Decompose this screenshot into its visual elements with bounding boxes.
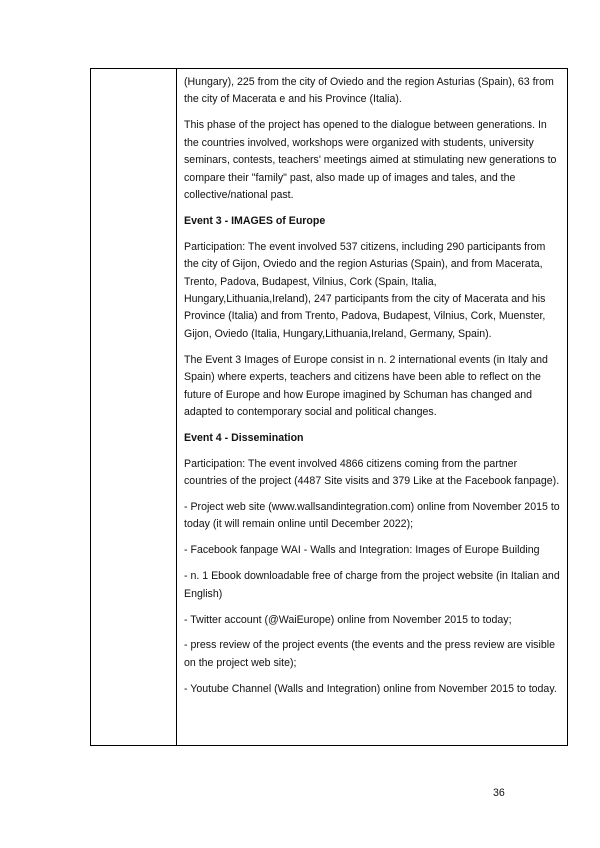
list-item-youtube-channel: - Youtube Channel (Walls and Integration) online from November 2015 to today. <box>184 682 557 695</box>
content-table <box>90 68 568 746</box>
heading-event-4: Event 4 - Dissemination <box>184 431 304 444</box>
page-number: 36 <box>493 787 505 799</box>
paragraph-event-3-description: The Event 3 Images of Europe consist in n. 2 international events (in Italy and Spain) where experts, teachers and citizens have been able to reflect on the future of Europe and how Europe imagined by Schuman has changed and adapted to contemporary social and political changes. <box>184 353 548 418</box>
list-item-press-review: - press review of the project events (the events and the press review are visible on the project web site); <box>184 639 555 669</box>
list-item-project-website: - Project web site (www.wallsandintegration.com) online from November 2015 to today (it will remain online until December 2022); <box>184 501 560 531</box>
list-item-ebook: - n. 1 Ebook downloadable free of charge from the project website (in Italian and English) <box>184 570 560 600</box>
paragraph-participation-continued: (Hungary), 225 from the city of Oviedo and the region Asturias (Spain), 63 from the city of Macerata e and his Province (Italia). <box>184 76 554 106</box>
table-left-column <box>91 69 177 745</box>
table-right-column <box>177 69 567 745</box>
list-item-facebook-fanpage: - Facebook fanpage WAI - Walls and Integration: Images of Europe Building <box>184 544 540 557</box>
paragraph-dialogue-generations: This phase of the project has opened to the dialogue between generations. In the countries involved, workshops were organized with students, university seminars, contests, teachers' meetings aimed at stimulating new generations to compare their "family" past, also made up of images and tales, and the collective/national past. <box>184 119 557 201</box>
paragraph-event-4-participation: Participation: The event involved 4866 citizens coming from the partner countries of the project (4487 Site visits and 379 Like at the Facebook fanpage). <box>184 457 560 488</box>
heading-event-3: Event 3 - IMAGES of Europe <box>184 214 326 227</box>
list-item-twitter-account: - Twitter account (@WaiEurope) online from November 2015 to today; <box>184 613 512 626</box>
paragraph-event-3-participation: Participation: The event involved 537 citizens, including 290 participants from the city of Gijon, Oviedo and the region Asturias (Spain), and from Macerata, Trento, Padova, Budapest, Vilnius, Cork (Spain, Italia, Hungary,Lithuania,Ireland), 247 participants from the city of Macerata and his Province (Italia) and from Trento, Padova, Budapest, Vilnius, Cork, Muenster, Gijon, Oviedo (Italia, Hungary,Lithuania,Ireland, Germany, Spain). <box>184 240 546 340</box>
